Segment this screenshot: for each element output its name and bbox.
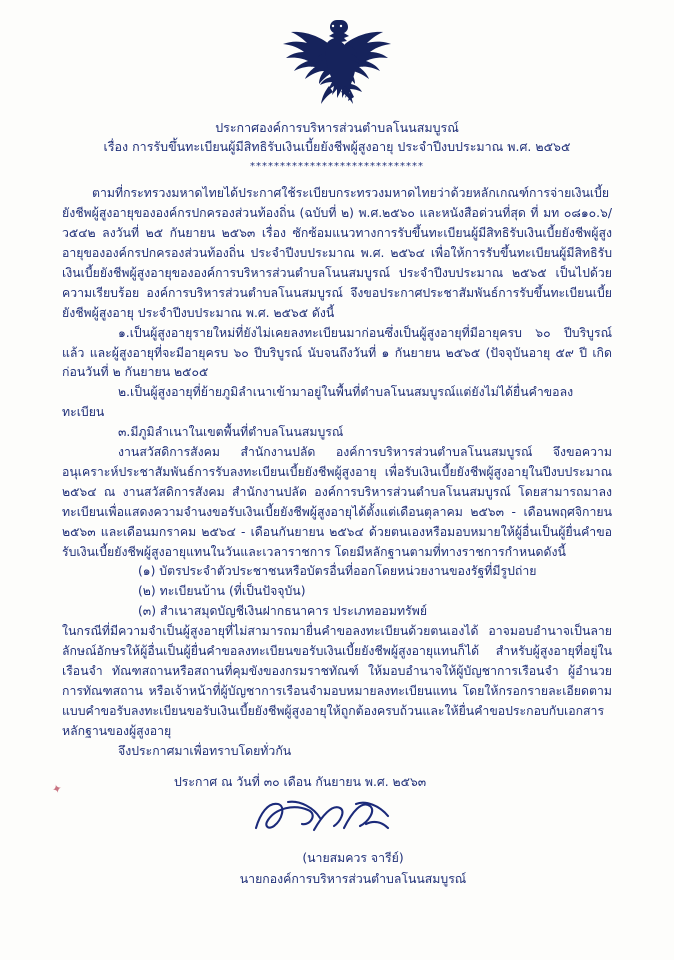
paragraph-intro: ตามที่กระทรวงมหาดไทยได้ประกาศใช้ระเบียบกระทรวงมหาดไทยว่าด้วยหลักเกณฑ์การจ่ายเงินเบี้ยยังชีพผู้สูงอายุขององค์กรปกครองส่วนท้องถิ่น (ฉบับที่ ๒) พ.ศ.๒๕๖๐ และหนังสือด่วนที่สุด ที่ มท ๐๘๑๐.๖/ว๕๔๒ ลงวันที่ ๒๕ กันยายน ๒๕๖๓ เรื่อง ซักซ้อมแนวทางการรับขึ้นทะเบียนผู้มีสิทธิรับเงินเบี้ยยังชีพผู้สูงอายุขององค์กรปกครองส่วนท้องถิ่น ประจำปีงบประมาณ พ.ศ. ๒๕๖๔ เพื่อให้การรับขึ้นทะเบียนผู้มีสิทธิรับเงินเบี้ยยังชีพผู้สูงอายุขององค์การบริหารส่วนตำบลโนนสมบูรณ์ ประจำปีงบประมาณ ๒๕๖๕ เป็นไปด้วยความเรียบร้อย องค์การบริหารส่วนตำบลโนนสมบูรณ์ จึงขอประกาศประชาสัมพันธ์การรับขึ้นทะเบียนเบี้ยยังชีพผู้สูงอายุ ประจำปีงบประมาณ พ.ศ. ๒๕๖๕ ดังนี้ [62,186,612,320]
announcement-date: ประกาศ ณ วันที่ ๓๐ เดือน กันยายน พ.ศ. ๒๕๖๓ [174,774,427,789]
ink-stamp-mark: ✦ [50,780,64,798]
paragraph-item-3: ๓.มีภูมิลำเนาในเขตพื้นที่ตำบลโนนสมบูรณ์ [118,425,344,440]
signer-title: นายกองค์การบริหารส่วนตำบลโนนสมบูรณ์ [239,872,467,887]
header-line-1: ประกาศองค์การบริหารส่วนตำบลโนนสมบูรณ์ [215,120,459,135]
paragraph-document-3: (๓) สำเนาสมุดบัญชีเงินฝากธนาคาร ประเภทออมทรัพย์ [138,604,428,619]
document-header [62,118,612,174]
signer-name: (นายสมควร จารีย์) [302,851,404,866]
signature-block [62,772,612,891]
paragraph-item-1: ๑.เป็นผู้สูงอายุรายใหม่ที่ยังไม่เคยลงทะเบียนมาก่อนซึ่งเป็นผู้สูงอายุที่มีอายุครบ ๖๐ ปีบริบูรณ์แล้ว และผู้สูงอายุที่จะมีอายุครบ ๖๐ ปีบริบูรณ์ นับจนถึงวันที่ ๑ กันยายน ๒๕๖๕ (ปัจจุบันอายุ ๕๙ ปี เกิดก่อนวันที่ ๒ กันยายน ๒๕๐๕ [62,325,612,380]
signature-area [62,794,612,848]
document-body [62,184,612,761]
paragraph-document-1: (๑) บัตรประจำตัวประชาชนหรือบัตรอื่นที่ออกโดยหน่วยงานของรัฐที่มีรูปถ่าย [138,564,537,579]
paragraph-document-2: (๒) ทะเบียนบ้าน (ที่เป็นปัจจุบัน) [138,584,306,599]
paragraph-item-2: ๒.เป็นผู้สูงอายุที่ย้ายภูมิลำเนาเข้ามาอยู่ในพื้นที่ตำบลโนนสมบูรณ์แต่ยังไม่ได้ยื่นคำขอลงทะเบียน [62,385,574,420]
header-line-2: เรื่อง การรับขึ้นทะเบียนผู้มีสิทธิรับเงินเบี้ยยังชีพผู้สูงอายุ ประจำปีงบประมาณ พ.ศ. ๒๕๖๕ [103,139,571,155]
paragraph-welfare-office: งานสวัสดิการสังคม สำนักงานปลัด องค์การบริหารส่วนตำบลโนนสมบูรณ์ จึงขอความอนุเคราะห์ประชาสัมพันธ์การรับลงทะเบียนเบี้ยยังชีพผู้สูงอายุ เพื่อรับเงินเบี้ยยังชีพผู้สูงอายุในปีงบประมาณ ๒๕๖๔ ณ งานสวัสดิการสังคม สำนักงานปลัด องค์การบริหารส่วนตำบลโนนสมบูรณ์ โดยสามารถมาลงทะเบียนเพื่อแสดงความจำนงขอรับเงินเบี้ยยังชีพผู้สูงอายุได้ตั้งแต่เดือนตุลาคม ๒๕๖๓ - เดือนพฤศจิกายน ๒๕๖๓ และเดือนมกราคม ๒๕๖๔ - เดือนกันยายน ๒๕๖๔ ด้วยตนเองหรือมอบหมายให้ผู้อื่นเป็นผู้ยื่นคำขอรับเงินเบี้ยยังชีพผู้สูงอายุแทนในวันและเวลาราชการ โดยมีหลักฐานตามที่ทางราชการกำหนดดังนี้ [62,445,612,559]
paragraph-closing: จึงประกาศมาเพื่อทราบโดยทั่วกัน [118,743,292,758]
header-divider-stars: ***************************** [250,160,424,172]
signature-scribble [248,794,398,846]
paragraph-proxy-conditions: ในกรณีที่มีความจำเป็นผู้สูงอายุที่ไม่สามารถมายื่นคำขอลงทะเบียนด้วยตนเองได้ อาจมอบอำนาจเป็นลายลักษณ์อักษรให้ผู้อื่นเป็นผู้ยื่นคำขอลงทะเบียนขอรับเงินเบี้ยยังชีพผู้สูงอายุแทนก็ได้ สำหรับผู้สูงอายุที่อยู่ในเรือนจำ ทัณฑสถานหรือสถานที่คุมขังของกรมราชทัณฑ์ ให้มอบอำนาจให้ผู้บัญชาการเรือนจำ ผู้อำนวยการทัณฑสถาน หรือเจ้าหน้าที่ผู้บัญชาการเรือนจำมอบหมายลงทะเบียนแทน โดยให้กรอกรายละเอียดตามแบบคำขอรับลงทะเบียนขอรับเงินเบี้ยยังชีพผู้สูงอายุให้ถูกต้องครบถ้วนและให้ยื่นคำขอประกอบกับเอกสารหลักฐานของผู้สูงอายุ [62,624,612,738]
garuda-emblem [62,0,612,118]
